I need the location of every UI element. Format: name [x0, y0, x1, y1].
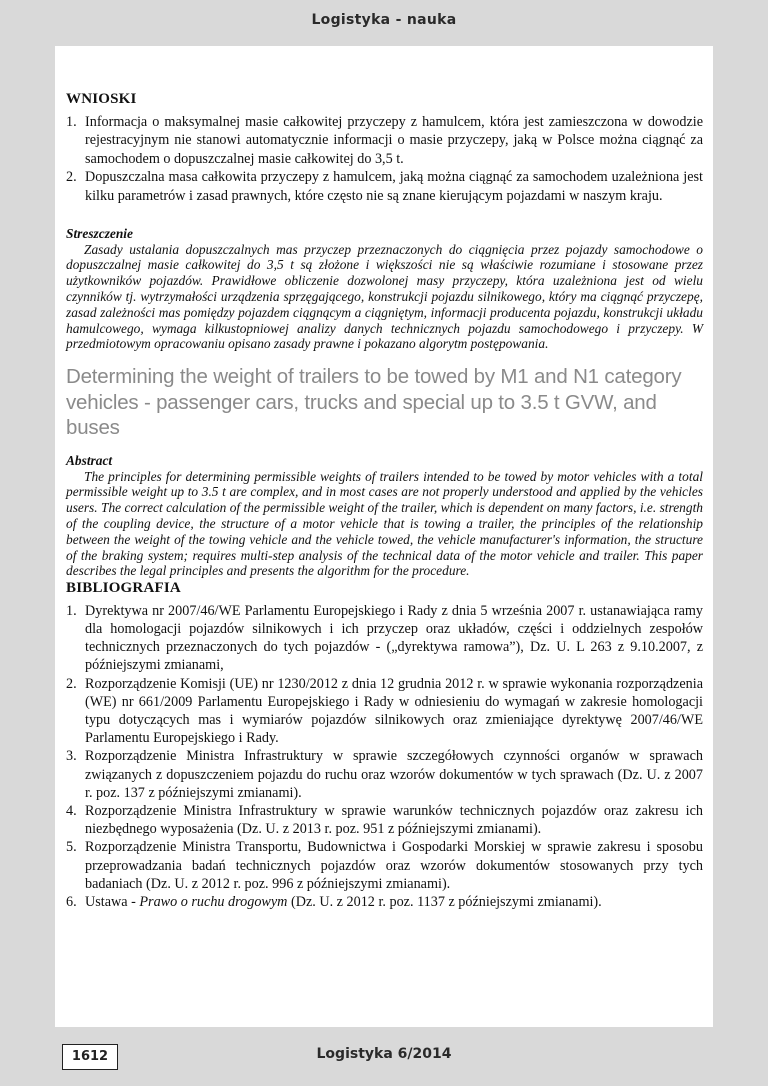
abstract-heading: Abstract — [66, 452, 113, 468]
abstract-text: The principles for determining permissible weights of trailers intended to be towed by motor vehicles with a total permissible weight up to 3.5 t are complex, and in most cases are not properly understood and applied by the vehicles users. The correct calculation of the permissible weight of the trailer, which is dependent on many factors, i.e. strength of the coupling device, the structure of a motor vehicle that is towing a trailer, the principles of the relationship between the weight of the towing vehicle and the vehicle towed, the vehicle manufacturer's information, the structure of the braking system; requires multi-step analysis of the technical data of the motor vehicle and trailer. This paper describes the legal principles and presents the algorithm for the procedure. — [66, 468, 703, 579]
item-text: Rozporządzenie Ministra Infrastruktury w sprawie szczegółowych czynności organów w sprawach związanych z dopuszczeniem pojazdu do ruchu oraz wzorów dokumentów w tych sprawach (Dz. U. z 2007 r. poz. 137 z późniejszymi zmianami). — [85, 748, 703, 801]
list-item — [66, 747, 703, 802]
list-item — [66, 802, 703, 838]
bibliography-heading: BIBLIOGRAFIA — [66, 580, 181, 597]
item-number: 2. — [66, 675, 77, 692]
bibliography-list — [66, 602, 703, 911]
item-text: Rozporządzenie Ministra Transportu, Budownictwa i Gospodarki Morskiej w sprawie zakresu i sposobu przeprowadzania badań technicznych pojazdów oraz wzorów dokumentów stosowanych przy tych badaniach (Dz. U. z 2012 r. poz. 996 z późniejszymi zmianami). — [85, 839, 703, 892]
list-item — [66, 675, 703, 748]
running-header: Logistyka - nauka — [311, 12, 457, 28]
item-text — [85, 893, 703, 911]
conclusions-heading: WNIOSKI — [66, 91, 137, 107]
item-number: 4. — [66, 803, 77, 820]
page-number: 1612 — [62, 1044, 118, 1070]
list-item — [66, 602, 703, 675]
law-title: Prawo o ruchu drogowym — [139, 894, 288, 911]
item-number: 5. — [66, 839, 77, 856]
list-item — [66, 168, 703, 205]
item-text: Dopuszczalna masa całkowita przyczepy z hamulcem, jaką można ciągnąć za samochodem uzależniona jest kilku parametrów i zasad prawnych, które często nie są znane kierującym pojazdami w naszym kraju. — [85, 169, 703, 204]
left-margin-band — [0, 46, 55, 1040]
item-text: Informacja o maksymalnej masie całkowitej przyczepy z hamulcem, która jest zamieszczona w dowodzie rejestracyjnym nie stanowi automatycznie informacji o masie przyczepy, jaką w Polsce można ciągnąć za samochodem o dopuszczalnej masie całkowitej do 3,5 t. — [85, 113, 703, 167]
item-number: 2. — [66, 169, 77, 186]
summary-text: Zasady ustalania dopuszczalnych mas przyczep przeznaczonych do ciągnięcia przez pojazdy samochodowe o dopuszczalnej masie całkowitej do 3,5 t są złożone i większości nie są właściwie rozumiane i stosowane przez użytkowników pojazdów. Prawidłowe obliczenie dozwolonej masy przyczepy, która uzależniona jest od wielu czynników tj. wytrzymałości urządzenia sprzęgającego, konstrukcji pojazdu silnikowego, który ma ciągnąć przyczepę, zasad zależności mas pomiędzy pojazdem ciągnącym a ciągniętym, informacji producenta pojazdu, konstrukcji układu hamulcowego, wymaga kilkustopniowej analizy danych technicznych pojazdu samochodowego i przyczepy. W przedmiotowym opracowaniu opisano zasady prawne i pokazano algorytm postępowania. — [66, 241, 703, 352]
item-number: 1. — [66, 602, 77, 619]
item-text-lead: Ustawa - — [85, 894, 140, 911]
list-item — [66, 113, 703, 169]
item-number: 1. — [66, 113, 77, 130]
item-text: Rozporządzenie Ministra Infrastruktury w sprawie warunków technicznych pojazdów oraz zakresu ich niezbędnego wyposażenia (Dz. U. z 2013 r. poz. 951 z późniejszymi zmianami). — [85, 803, 703, 838]
list-item — [66, 893, 703, 911]
item-number: 6. — [66, 894, 77, 911]
item-number: 3. — [66, 748, 77, 765]
conclusions-list — [66, 113, 703, 206]
list-item — [66, 838, 703, 893]
page-content — [66, 90, 703, 911]
english-title: Determining the weight of trailers to be towed by M1 and N1 category vehicles - passenger cars, trucks and special up to 3.5 t GVW, and buses — [66, 365, 682, 440]
item-text: Dyrektywa nr 2007/46/WE Parlamentu Europejskiego i Rady z dnia 5 września 2007 r. ustanawiająca ramy dla homologacji pojazdów silnikowych i ich przyczep oraz układów, części i oddzielnych zespołów technicznych przeznaczonych do tych pojazdów - („dyrektywa ramowa”), Dz. U. L 263 z 9.10.2007, z późniejszymi zmianami, — [85, 602, 703, 674]
right-margin-band — [713, 46, 768, 1040]
item-text-tail: (Dz. U. z 2012 r. poz. 1137 z późniejszymi zmianami). — [287, 894, 602, 911]
summary-heading: Streszczenie — [66, 225, 133, 241]
footer-journal-issue: Logistyka 6/2014 — [316, 1046, 452, 1062]
item-text: Rozporządzenie Komisji (UE) nr 1230/2012 z dnia 12 grudnia 2012 r. w sprawie wykonania rozporządzenia (WE) nr 661/2009 Parlamentu Europejskiego i Rady w odniesieniu do wymagań w zakresie homologacji typu dotyczących mas i wymiarów pojazdów silnikowych oraz zmieniające dyrektywę 2007/46/WE Parlamentu Europejskiego i Rady. — [85, 675, 703, 747]
